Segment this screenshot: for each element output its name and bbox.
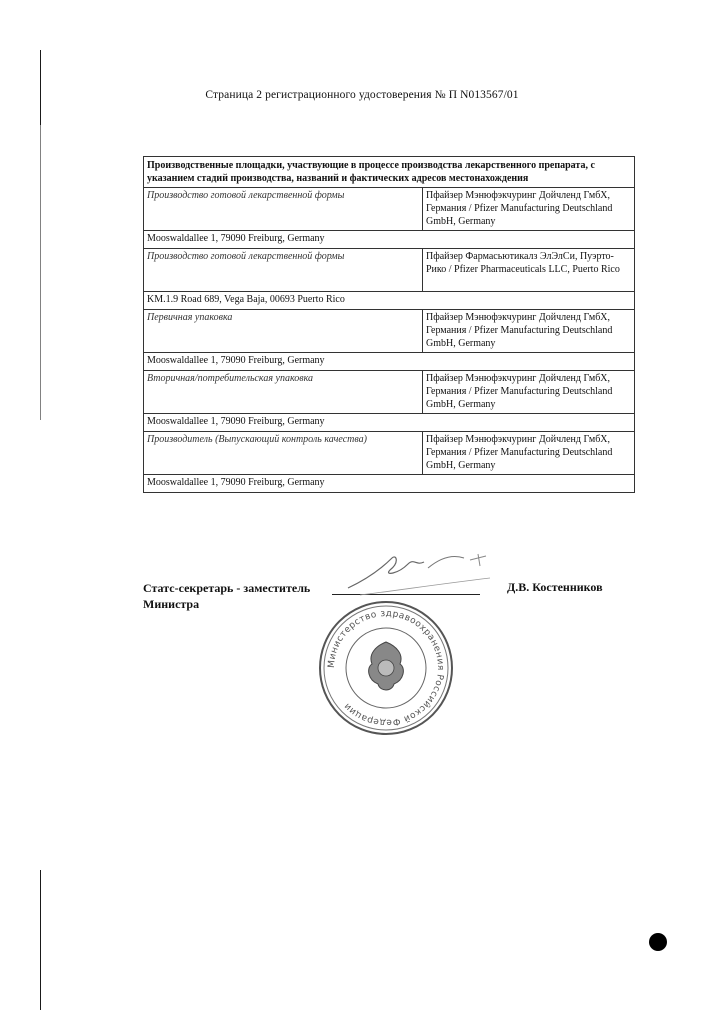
scan-mark-dot [649,933,667,951]
address-cell: Mooswaldallee 1, 79090 Freiburg, Germany [144,353,635,371]
stage-cell: Первичная упаковка [144,310,423,353]
signatory-position: Статс-секретарь - заместитель Министра [143,581,311,611]
table-title: Производственные площадки, участвующие в процессе производства лекарственного препарата, с указанием стадий производства, названий и фактических адресов местонахождения [144,157,635,188]
seal-text: Министерство здравоохранения Российской Федерации [326,608,446,728]
production-sites-table [143,156,635,493]
table-row [144,292,635,310]
table-row [144,432,635,475]
official-seal [316,598,456,738]
table-row [144,475,635,493]
table-row [144,353,635,371]
stage-cell: Производство готовой лекарственной формы [144,249,423,292]
stage-cell: Производство готовой лекарственной формы [144,188,423,231]
company-cell: Пфайзер Мэнюфэкчуринг Дойчленд ГмбХ, Германия / Pfizer Manufacturing Deutschland GmbH, Germany [423,310,635,353]
company-cell: Пфайзер Фармасьютикалз ЭлЭлСи, Пуэрто-Рико / Pfizer Pharmaceuticals LLC, Puerto Rico [423,249,635,292]
table-row [144,310,635,353]
signatory-name: Д.В. Костенников [507,580,603,594]
address-cell: Mooswaldallee 1, 79090 Freiburg, Germany [144,231,635,249]
page-title: Страница 2 регистрационного удостоверения № П N013567/01 [205,89,519,101]
stage-cell: Вторичная/потребительская упаковка [144,371,423,414]
handwritten-signature [340,540,510,600]
company-cell: Пфайзер Мэнюфэкчуринг Дойчленд ГмбХ, Германия / Pfizer Manufacturing Deutschland GmbH, Germany [423,188,635,231]
table-row [144,231,635,249]
table-row [144,371,635,414]
table-row [144,249,635,292]
address-cell: KM.1.9 Road 689, Vega Baja, 00693 Puerto Rico [144,292,635,310]
stage-cell: Производитель (Выпускающий контроль качества) [144,432,423,475]
table-row [144,188,635,231]
scan-edge-line-upper [40,125,41,420]
table-row [144,414,635,432]
scan-edge-line-bottom [40,870,41,1010]
scan-edge-line-top [40,50,41,125]
address-cell: Mooswaldallee 1, 79090 Freiburg, Germany [144,475,635,493]
address-cell: Mooswaldallee 1, 79090 Freiburg, Germany [144,414,635,432]
company-cell: Пфайзер Мэнюфэкчуринг Дойчленд ГмбХ, Германия / Pfizer Manufacturing Deutschland GmbH, Germany [423,432,635,475]
table-title-row [144,157,635,188]
company-cell: Пфайзер Мэнюфэкчуринг Дойчленд ГмбХ, Германия / Pfizer Manufacturing Deutschland GmbH, Germany [423,371,635,414]
